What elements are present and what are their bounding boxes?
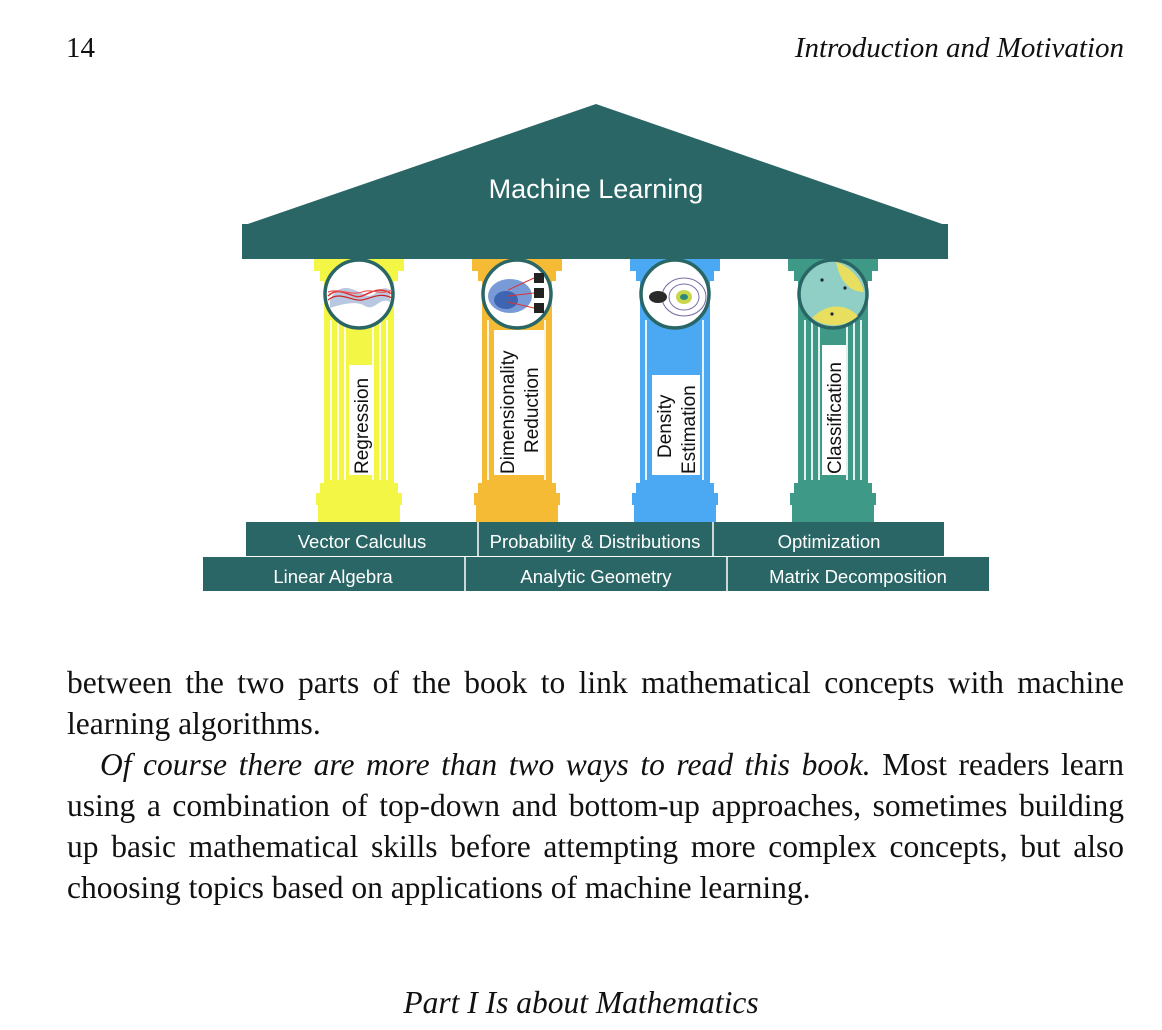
foundation-linear-algebra: Linear Algebra bbox=[273, 566, 393, 587]
page-number: 14 bbox=[66, 32, 95, 64]
pillar-regression bbox=[314, 259, 404, 522]
foundation-matrix-decomposition: Matrix Decomposition bbox=[769, 566, 947, 587]
paragraph-2 bbox=[67, 744, 1124, 908]
foundation-optimization: Optimization bbox=[777, 531, 881, 552]
paragraph-2-rest: Most readers learn using a combination of top-down and bottom-up approaches, sometimes building up basic mathematical skills before attempting more complex concepts, but also choosing topics based on applications of machine learning. bbox=[67, 747, 1124, 905]
pillar-label-dimred-2: Reduction bbox=[522, 367, 543, 453]
pillar-label-dimred-1: Dimensionality bbox=[498, 350, 519, 474]
paragraph-2-italic-lead: Of course there are more than two ways to read this book. bbox=[100, 747, 871, 782]
section-heading: Part I Is about Mathematics bbox=[403, 985, 759, 1020]
pillar-label-regression: Regression bbox=[352, 377, 373, 474]
foundation-probability: Probability & Distributions bbox=[489, 531, 701, 552]
roof-label: Machine Learning bbox=[488, 174, 704, 204]
body-text bbox=[67, 662, 1124, 908]
pillar-label-density-1: Density bbox=[655, 394, 676, 458]
foundation-vector-calculus: Vector Calculus bbox=[297, 531, 427, 552]
roof-beam bbox=[242, 224, 948, 259]
paragraph-1: between the two parts of the book to link mathematical concepts with machine learning algorithms. bbox=[67, 665, 1124, 741]
pillar-label-density-2: Estimation bbox=[679, 385, 700, 474]
pillar-density bbox=[630, 259, 720, 522]
roof bbox=[242, 104, 948, 226]
foundation-analytic-geometry: Analytic Geometry bbox=[520, 566, 672, 587]
pillar-dimred bbox=[472, 259, 562, 522]
pillar-classification bbox=[788, 259, 878, 522]
pillar-label-classification: Classification bbox=[825, 362, 846, 474]
running-head: Introduction and Motivation bbox=[794, 32, 1124, 64]
